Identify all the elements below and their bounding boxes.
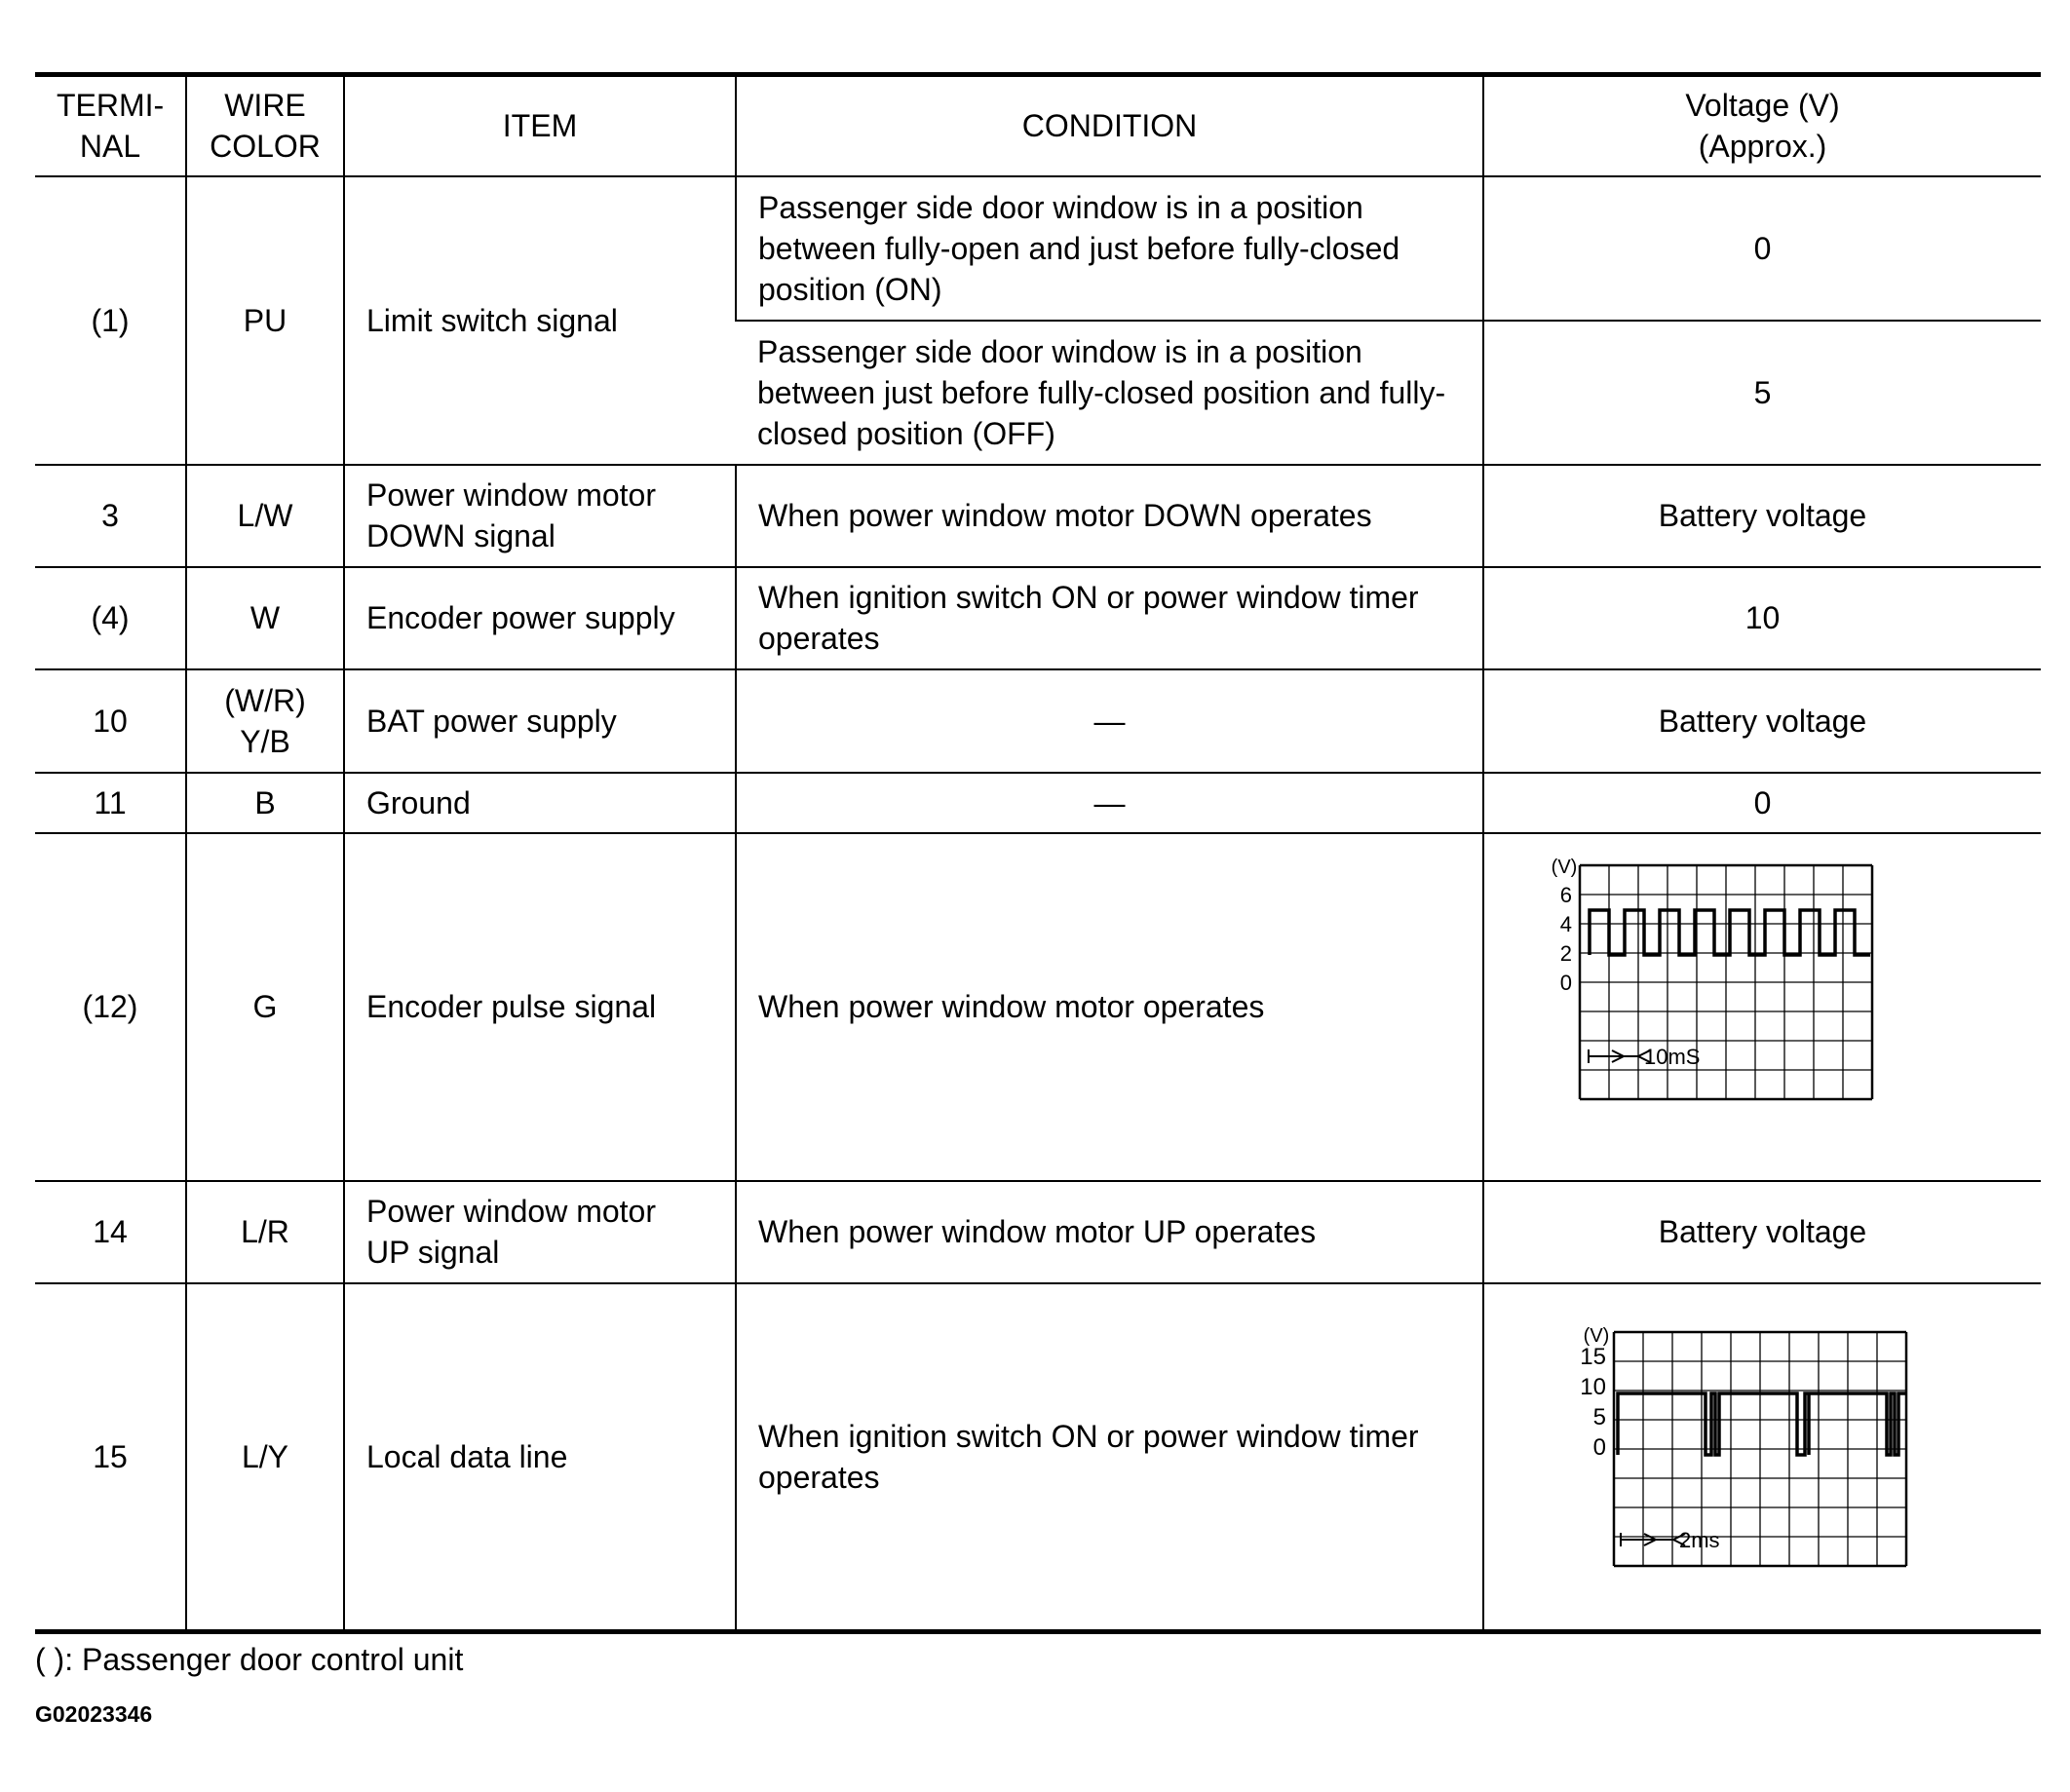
table-row [35, 1283, 2041, 1632]
header-wire-color: WIRE COLOR [186, 75, 344, 176]
y-tick-label: 0 [1592, 1433, 1606, 1461]
footnote: ( ): Passenger door control unit [35, 1642, 464, 1677]
terminal-cell: 15 [35, 1283, 186, 1632]
item-cell: Power window motor UP signal [344, 1181, 736, 1283]
terminal-cell: 14 [35, 1181, 186, 1283]
voltage-cell: Battery voltage [1483, 1181, 2041, 1283]
voltage-cell: Battery voltage [1483, 465, 2041, 567]
signal-trace [1618, 1393, 1906, 1455]
waveform-cell [1483, 1283, 2041, 1632]
condition-cell: When power window motor operates [736, 833, 1483, 1181]
terminal-cell: 3 [35, 465, 186, 567]
condition-cell: Passenger side door window is in a position between just before fully-closed position and fully-closed position (OFF) [736, 321, 1483, 465]
y-tick-label: 0 [1559, 971, 1572, 995]
y-tick-label: 4 [1559, 912, 1572, 936]
terminal-cell: (12) [35, 833, 186, 1181]
header-row [35, 75, 2041, 176]
local-data-line-waveform [1484, 1284, 2042, 1629]
voltage-cell: 0 [1483, 773, 2041, 833]
table-row [35, 1181, 2041, 1283]
terminal-cell: 11 [35, 773, 186, 833]
terminal-cell: (1) [35, 176, 186, 465]
table-row [35, 833, 2041, 1181]
condition-cell: When ignition switch ON or power window timer operates [736, 1283, 1483, 1632]
scope-unit-label: (V) [1583, 1324, 1610, 1347]
header-voltage: Voltage (V) (Approx.) [1483, 75, 2041, 176]
table-row [35, 567, 2041, 669]
table-row [35, 465, 2041, 567]
y-tick-label: 15 [1580, 1343, 1606, 1370]
y-tick-label: 10 [1580, 1373, 1606, 1400]
terminal-cell: (4) [35, 567, 186, 669]
scope-grid [1580, 865, 1872, 1099]
time-scale-label: 10mS [1644, 1045, 1701, 1069]
condition-cell: When power window motor DOWN operates [736, 465, 1483, 567]
condition-cell: — [736, 773, 1483, 833]
terminal-cell: 10 [35, 669, 186, 773]
terminal-reference-document [35, 72, 2041, 1634]
wire-color-cell: (W/R) Y/B [186, 669, 344, 773]
item-cell: Local data line [344, 1283, 736, 1632]
header-condition: CONDITION [736, 75, 1483, 176]
header-terminal: TERMI- NAL [35, 75, 186, 176]
wire-color-cell: L/R [186, 1181, 344, 1283]
condition-cell: When ignition switch ON or power window timer operates [736, 567, 1483, 669]
signal-trace [1590, 910, 1870, 955]
item-cell: Limit switch signal [344, 176, 736, 465]
table-row [35, 669, 2041, 773]
voltage-cell: 0 [1483, 176, 2041, 321]
wire-color-cell: L/W [186, 465, 344, 567]
wire-color-cell: PU [186, 176, 344, 465]
wire-color-cell: G [186, 833, 344, 1181]
table-row [35, 176, 2041, 321]
terminal-table [35, 72, 2041, 1634]
scope-unit-label: (V) [1551, 857, 1578, 878]
scope-grid [1614, 1332, 1906, 1566]
condition-cell: When power window motor UP operates [736, 1181, 1483, 1283]
voltage-cell: 5 [1483, 321, 2041, 465]
item-cell: Ground [344, 773, 736, 833]
item-cell: BAT power supply [344, 669, 736, 773]
wire-color-cell: L/Y [186, 1283, 344, 1632]
encoder-pulse-waveform [1484, 834, 2042, 1179]
y-tick-label: 6 [1559, 883, 1572, 907]
condition-cell: — [736, 669, 1483, 773]
item-cell: Encoder power supply [344, 567, 736, 669]
time-scale-label: 2ms [1679, 1527, 1720, 1552]
y-tick-label: 5 [1592, 1403, 1606, 1430]
header-item: ITEM [344, 75, 736, 176]
voltage-cell: Battery voltage [1483, 669, 2041, 773]
wire-color-cell: W [186, 567, 344, 669]
item-cell: Power window motor DOWN signal [344, 465, 736, 567]
wire-color-cell: B [186, 773, 344, 833]
y-tick-label: 2 [1559, 941, 1572, 966]
waveform-cell [1483, 833, 2041, 1181]
figure-code: G02023346 [35, 1701, 153, 1727]
voltage-cell: 10 [1483, 567, 2041, 669]
item-cell: Encoder pulse signal [344, 833, 736, 1181]
condition-cell: Passenger side door window is in a position between fully-open and just before fully-closed position (ON) [736, 176, 1483, 321]
table-row [35, 773, 2041, 833]
